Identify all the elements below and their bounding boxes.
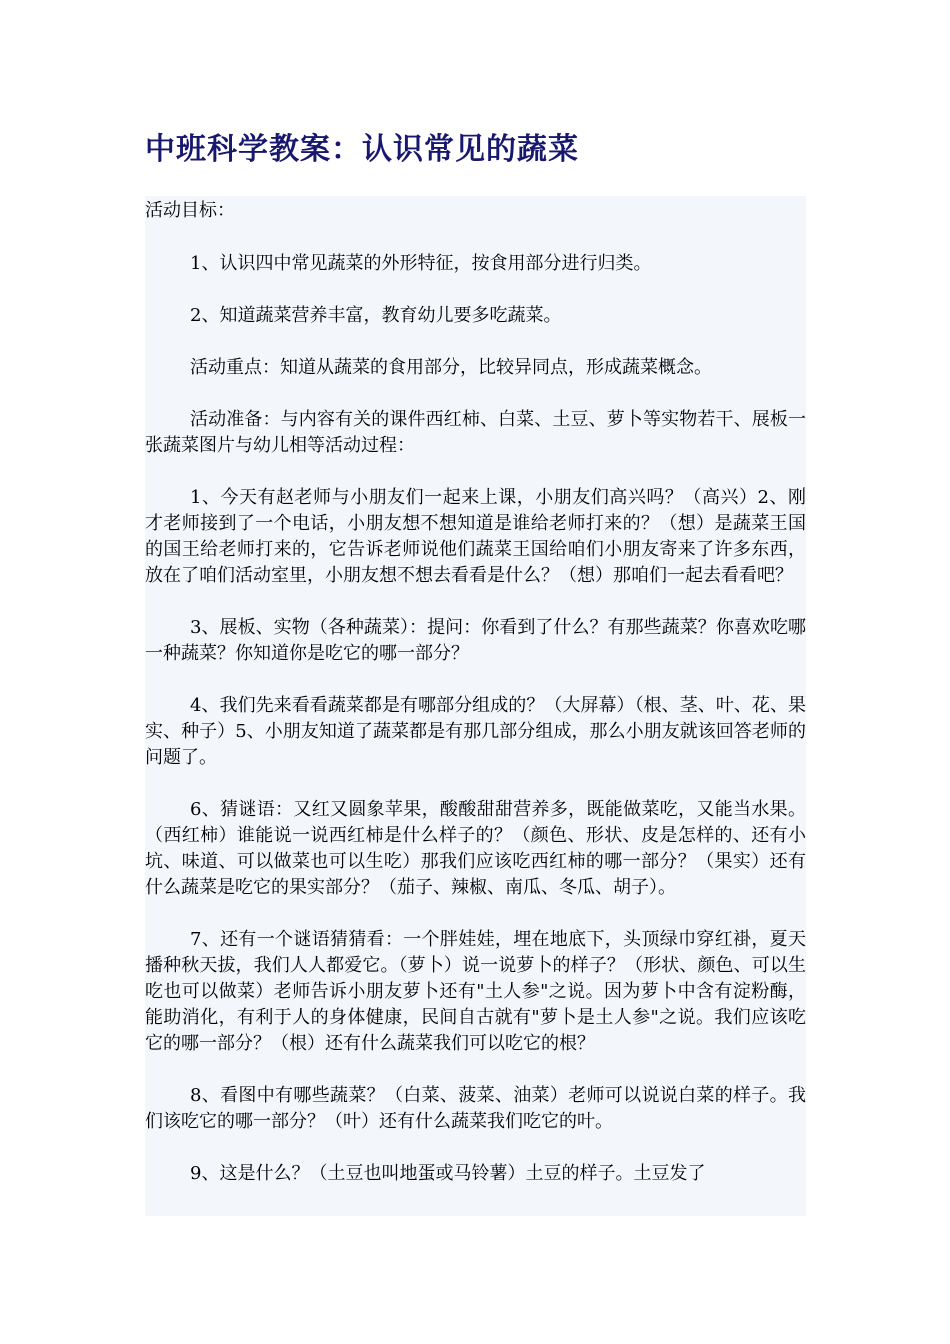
section-label: 活动目标： xyxy=(145,200,235,221)
paragraph-step-6: 6、猜谜语：又红又圆象苹果，酸酸甜甜营养多，既能做菜吃，又能当水果。（西红柿）谁能说一说西红柿是什么样子的？（颜色、形状、皮是怎样的、还有小坑、味道、可以做菜也可以生吃）那我们应该吃西红柿的哪一部分？（果实）还有什么蔬菜是吃它的果实部分？（茄子、辣椒、南瓜、冬瓜、胡子）。 xyxy=(145,799,806,898)
paragraph-preparation: 活动准备：与内容有关的课件西红柿、白菜、土豆、萝卜等实物若干、展板一张蔬菜图片与幼儿相等活动过程： xyxy=(145,409,806,456)
paragraph-step-9: 9、这是什么？（土豆也叫地蛋或马铃薯）土豆的样子。土豆发了 xyxy=(190,1163,706,1184)
paragraph-key-point: 活动重点：知道从蔬菜的食用部分，比较异同点，形成蔬菜概念。 xyxy=(190,357,712,378)
paragraph-step-4-5: 4、我们先来看看蔬菜都是有哪部分组成的？（大屏幕）（根、茎、叶、花、果实、种子）5、小朋友知道了蔬菜都是有那几部分组成，那么小朋友就该回答老师的问题了。 xyxy=(145,695,806,768)
paragraph-step-1-2: 1、今天有赵老师与小朋友们一起来上课，小朋友们高兴吗？（高兴）2、刚才老师接到了一个电话，小朋友想不想知道是谁给老师打来的？（想）是蔬菜王国的国王给老师打来的，它告诉老师说他们蔬菜王国给咱们小朋友寄来了许多东西，放在了咱们活动室里，小朋友想不想去看看是什么？（想）那咱们一起去看看吧？ xyxy=(145,487,806,586)
paragraph-step-3: 3、展板、实物（各种蔬菜）：提问：你看到了什么？有那些蔬菜？你喜欢吃哪一种蔬菜？你知道你是吃它的哪一部分？ xyxy=(145,617,806,664)
paragraph-goal-1: 1、认识四中常见蔬菜的外形特征，按食用部分进行归类。 xyxy=(190,253,652,274)
document-title: 中班科学教案：认识常见的蔬菜 xyxy=(145,132,579,167)
paragraph-goal-2: 2、知道蔬菜营养丰富，教育幼儿要多吃蔬菜。 xyxy=(190,305,562,326)
document-body xyxy=(145,196,806,1216)
paragraph-step-7: 7、还有一个谜语猜猜看：一个胖娃娃，埋在地底下，头顶绿巾穿红褂，夏天播种秋天拔，我们人人都爱它。（萝卜）说一说萝卜的样子？（形状、颜色、可以生吃也可以做菜）老师告诉小朋友萝卜还有"土人参"之说。因为萝卜中含有淀粉酶，能助消化，有利于人的身体健康，民间自古就有"萝卜是土人参"之说。我们应该吃它的哪一部分？（根）还有什么蔬菜我们可以吃它的根？ xyxy=(145,929,806,1054)
paragraph-step-8: 8、看图中有哪些蔬菜？（白菜、菠菜、油菜）老师可以说说白菜的样子。我们该吃它的哪一部分？（叶）还有什么蔬菜我们吃它的叶。 xyxy=(145,1085,806,1132)
